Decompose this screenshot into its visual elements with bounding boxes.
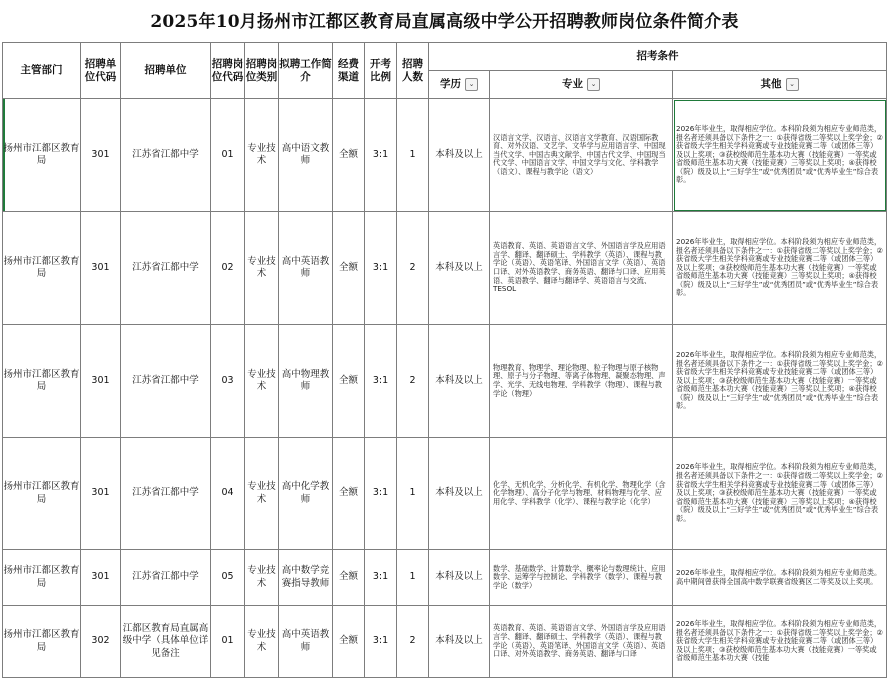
cell-unit-code[interactable]: 301 — [81, 212, 121, 325]
cell-education[interactable]: 本科及以上 — [429, 438, 490, 550]
cell-ratio[interactable]: 3:1 — [365, 438, 397, 550]
cell-education[interactable]: 本科及以上 — [429, 99, 490, 212]
cell-count[interactable]: 1 — [397, 550, 429, 606]
cell-ratio[interactable]: 3:1 — [365, 325, 397, 438]
cell-post-type[interactable]: 专业技术 — [245, 606, 279, 678]
header-post-code: 招聘岗位代码 — [211, 43, 245, 99]
table-row[interactable] — [3, 99, 887, 212]
cell-post-code[interactable]: 04 — [211, 438, 245, 550]
header-dept: 主管部门 — [3, 43, 81, 99]
header-job-intro: 拟聘工作简介 — [279, 43, 333, 99]
cell-post-type[interactable]: 专业技术 — [245, 325, 279, 438]
cell-post-code[interactable]: 01 — [211, 606, 245, 678]
cell-unit[interactable]: 江都区教育局直属高级中学（具体单位详见备注 — [121, 606, 211, 678]
cell-funding[interactable]: 全额 — [333, 325, 365, 438]
cell-unit-code[interactable]: 301 — [81, 325, 121, 438]
cell-major[interactable]: 汉语言文学、汉语言、汉语言文学教育、汉语国际教育、对外汉语、文艺学、文华学与应用语言学、中国现当代文学、中国古典文献学、中国古代文学、中国现当代文学、中国语言文学、中国文学与文化、学科教学（语文）、课程与教学论（语文） — [490, 99, 673, 212]
cell-unit[interactable]: 江苏省江都中学 — [121, 212, 211, 325]
cell-unit-code[interactable]: 301 — [81, 550, 121, 606]
cell-funding[interactable]: 全额 — [333, 212, 365, 325]
cell-post-type[interactable]: 专业技术 — [245, 438, 279, 550]
header-conditions: 招考条件 — [429, 43, 887, 71]
cell-education[interactable]: 本科及以上 — [429, 550, 490, 606]
table-row[interactable] — [3, 212, 887, 325]
cell-count[interactable]: 1 — [397, 99, 429, 212]
cell-job-intro[interactable]: 高中数学竞赛指导教师 — [279, 550, 333, 606]
cell-job-intro[interactable]: 高中英语教师 — [279, 606, 333, 678]
cell-funding[interactable]: 全额 — [333, 550, 365, 606]
cell-other[interactable]: 2026年毕业生，取得相应学位。本科阶段须为相应专业师范类，报名者还须具备以下条件之一：①获得省级二等奖以上奖学金；②获省级大学生相关学科竞赛或专业技能竞赛二等（或团体三等）及以上奖项；③获校级师范生基本功大赛（技能竞赛）一等奖或省级师范生基本功大赛（技能竞赛）三等奖以上奖项；④获得校（院）级及以上“三好学生”或“优秀团员”或“优秀毕业生”综合表彰。 — [673, 99, 887, 212]
header-ratio: 开考比例 — [365, 43, 397, 99]
header-major-label: 专业 — [562, 78, 583, 90]
header-other[interactable] — [673, 71, 887, 99]
table-row[interactable] — [3, 438, 887, 550]
cell-unit[interactable]: 江苏省江都中学 — [121, 99, 211, 212]
cell-major[interactable]: 化学、无机化学、分析化学、有机化学、物理化学（含化学物理）、高分子化学与物理、材料物理与化学、应用化学、学科教学（化学）、课程与教学论（化学） — [490, 438, 673, 550]
cell-other[interactable]: 2026年毕业生，取得相应学位。本科阶段须为相应专业师范类。高中期间曾获得全国高中数学联赛省级赛区二等奖及以上奖项。 — [673, 550, 887, 606]
recruitment-table — [2, 42, 887, 678]
cell-ratio[interactable]: 3:1 — [365, 212, 397, 325]
cell-post-code[interactable]: 01 — [211, 99, 245, 212]
cell-other[interactable]: 2026年毕业生，取得相应学位。本科阶段须为相应专业师范类，报名者还须具备以下条件之一：①获得省级二等奖以上奖学金；②获省级大学生相关学科竞赛或专业技能竞赛二等（或团体三等）及以上奖项；③获校级师范生基本功大赛（技能竞赛）一等奖或省级师范生基本功大赛（技能竞赛）三等奖以上奖项；④获得校（院）级及以上“三好学生”或“优秀团员”或“优秀毕业生”综合表彰。 — [673, 212, 887, 325]
cell-ratio[interactable]: 3:1 — [365, 99, 397, 212]
table-row[interactable] — [3, 550, 887, 606]
cell-post-type[interactable]: 专业技术 — [245, 550, 279, 606]
cell-post-type[interactable]: 专业技术 — [245, 99, 279, 212]
cell-dept[interactable]: 扬州市江都区教育局 — [3, 325, 81, 438]
cell-education[interactable]: 本科及以上 — [429, 212, 490, 325]
cell-funding[interactable]: 全额 — [333, 99, 365, 212]
cell-ratio[interactable]: 3:1 — [365, 606, 397, 678]
cell-unit-code[interactable]: 301 — [81, 99, 121, 212]
cell-unit-code[interactable]: 302 — [81, 606, 121, 678]
cell-major[interactable]: 英语教育、英语、英语语言文学、外国语言学及应用语言学、翻译、翻译硕士、学科教学（英语）、课程与教学论（英语）、英语笔译、外国语言文学（英语）、英语口译、对外英语教学、商务英语、翻译与口译、应用英语、英语教学、翻译与翻译学、英语语言与交流、TESOL — [490, 212, 673, 325]
header-count: 招聘人数 — [397, 43, 429, 99]
cell-dept[interactable]: 扬州市江都区教育局 — [3, 550, 81, 606]
cell-job-intro[interactable]: 高中物理教师 — [279, 325, 333, 438]
cell-other[interactable]: 2026年毕业生，取得相应学位。本科阶段须为相应专业师范类，报名者还须具备以下条件之一：①获得省级二等奖以上奖学金；②获省级大学生相关学科竞赛或专业技能竞赛二等（或团体三等）及以上奖项；③获校级师范生基本功大赛（技能竞赛）一等奖或省级师范生基本功大赛（技能竞赛）三等奖以上奖项；④获得校（院）级及以上“三好学生”或“优秀团员”或“优秀毕业生”综合表彰。 — [673, 325, 887, 438]
cell-job-intro[interactable]: 高中语文教师 — [279, 99, 333, 212]
cell-count[interactable]: 2 — [397, 325, 429, 438]
cell-unit-code[interactable]: 301 — [81, 438, 121, 550]
cell-ratio[interactable]: 3:1 — [365, 550, 397, 606]
cell-dept[interactable]: 扬州市江都区教育局 — [3, 99, 81, 212]
cell-post-code[interactable]: 02 — [211, 212, 245, 325]
cell-funding[interactable]: 全额 — [333, 438, 365, 550]
cell-dept[interactable]: 扬州市江都区教育局 — [3, 438, 81, 550]
cell-unit[interactable]: 江苏省江都中学 — [121, 438, 211, 550]
cell-job-intro[interactable]: 高中化学教师 — [279, 438, 333, 550]
cell-education[interactable]: 本科及以上 — [429, 325, 490, 438]
header-major[interactable] — [490, 71, 673, 99]
header-unit-code: 招聘单位代码 — [81, 43, 121, 99]
chevron-down-icon[interactable]: ⌄ — [786, 78, 799, 91]
cell-post-type[interactable]: 专业技术 — [245, 212, 279, 325]
cell-other[interactable]: 2026年毕业生，取得相应学位。本科阶段须为相应专业师范类，报名者还须具备以下条件之一：①获得省级二等奖以上奖学金；②获省级大学生相关学科竞赛或专业技能竞赛二等（或团体三等）及以上奖项；③获校级师范生基本功大赛（技能竞赛）一等奖或省级师范生基本功大赛（技能 — [673, 606, 887, 678]
cell-other[interactable]: 2026年毕业生，取得相应学位。本科阶段须为相应专业师范类，报名者还须具备以下条件之一：①获得省级二等奖以上奖学金；②获省级大学生相关学科竞赛或专业技能竞赛二等（或团体三等）及以上奖项；③获校级师范生基本功大赛（技能竞赛）一等奖或省级师范生基本功大赛（技能竞赛）三等奖以上奖项；④获得校（院）级及以上“三好学生”或“优秀团员”或“优秀毕业生”综合表彰。 — [673, 438, 887, 550]
cell-post-code[interactable]: 05 — [211, 550, 245, 606]
cell-job-intro[interactable]: 高中英语教师 — [279, 212, 333, 325]
cell-dept[interactable]: 扬州市江都区教育局 — [3, 212, 81, 325]
cell-count[interactable]: 2 — [397, 212, 429, 325]
header-other-label: 其他 — [760, 78, 782, 90]
header-education-label: 学历 — [440, 78, 461, 90]
cell-major[interactable]: 数学、基础数学、计算数学、概率论与数理统计、应用数学、运筹学与控制论、学科教学（数学）、课程与教学论（数学） — [490, 550, 673, 606]
header-funding: 经费渠道 — [333, 43, 365, 99]
table-row[interactable] — [3, 325, 887, 438]
cell-unit[interactable]: 江苏省江都中学 — [121, 550, 211, 606]
cell-major[interactable]: 英语教育、英语、英语语言文学、外国语言学及应用语言学、翻译、翻译硕士、学科教学（英语）、课程与教学论（英语）、英语笔译、外国语言文学（英语）、英语口译、对外英语教学、商务英语、翻译与口译 — [490, 606, 673, 678]
cell-major[interactable]: 物理教育、物理学、理论物理、粒子物理与原子核物理、原子与分子物理、等离子体物理、凝聚态物理、声学、光学、无线电物理、学科教学（物理）、课程与教学论（物理） — [490, 325, 673, 438]
cell-post-code[interactable]: 03 — [211, 325, 245, 438]
chevron-down-icon[interactable]: ⌄ — [587, 78, 600, 91]
cell-count[interactable]: 1 — [397, 438, 429, 550]
cell-unit[interactable]: 江苏省江都中学 — [121, 325, 211, 438]
cell-education[interactable]: 本科及以上 — [429, 606, 490, 678]
cell-dept[interactable]: 扬州市江都区教育局 — [3, 606, 81, 678]
chevron-down-icon[interactable]: ⌄ — [465, 78, 478, 91]
cell-funding[interactable]: 全额 — [333, 606, 365, 678]
header-post-type: 招聘岗位类别 — [245, 43, 279, 99]
page-title: 2025年10月扬州市江都区教育局直属高级中学公开招聘教师岗位条件简介表 — [150, 12, 739, 32]
header-unit: 招聘单位 — [121, 43, 211, 99]
table-row[interactable] — [3, 606, 887, 678]
header-education[interactable] — [429, 71, 490, 99]
cell-count[interactable]: 2 — [397, 606, 429, 678]
